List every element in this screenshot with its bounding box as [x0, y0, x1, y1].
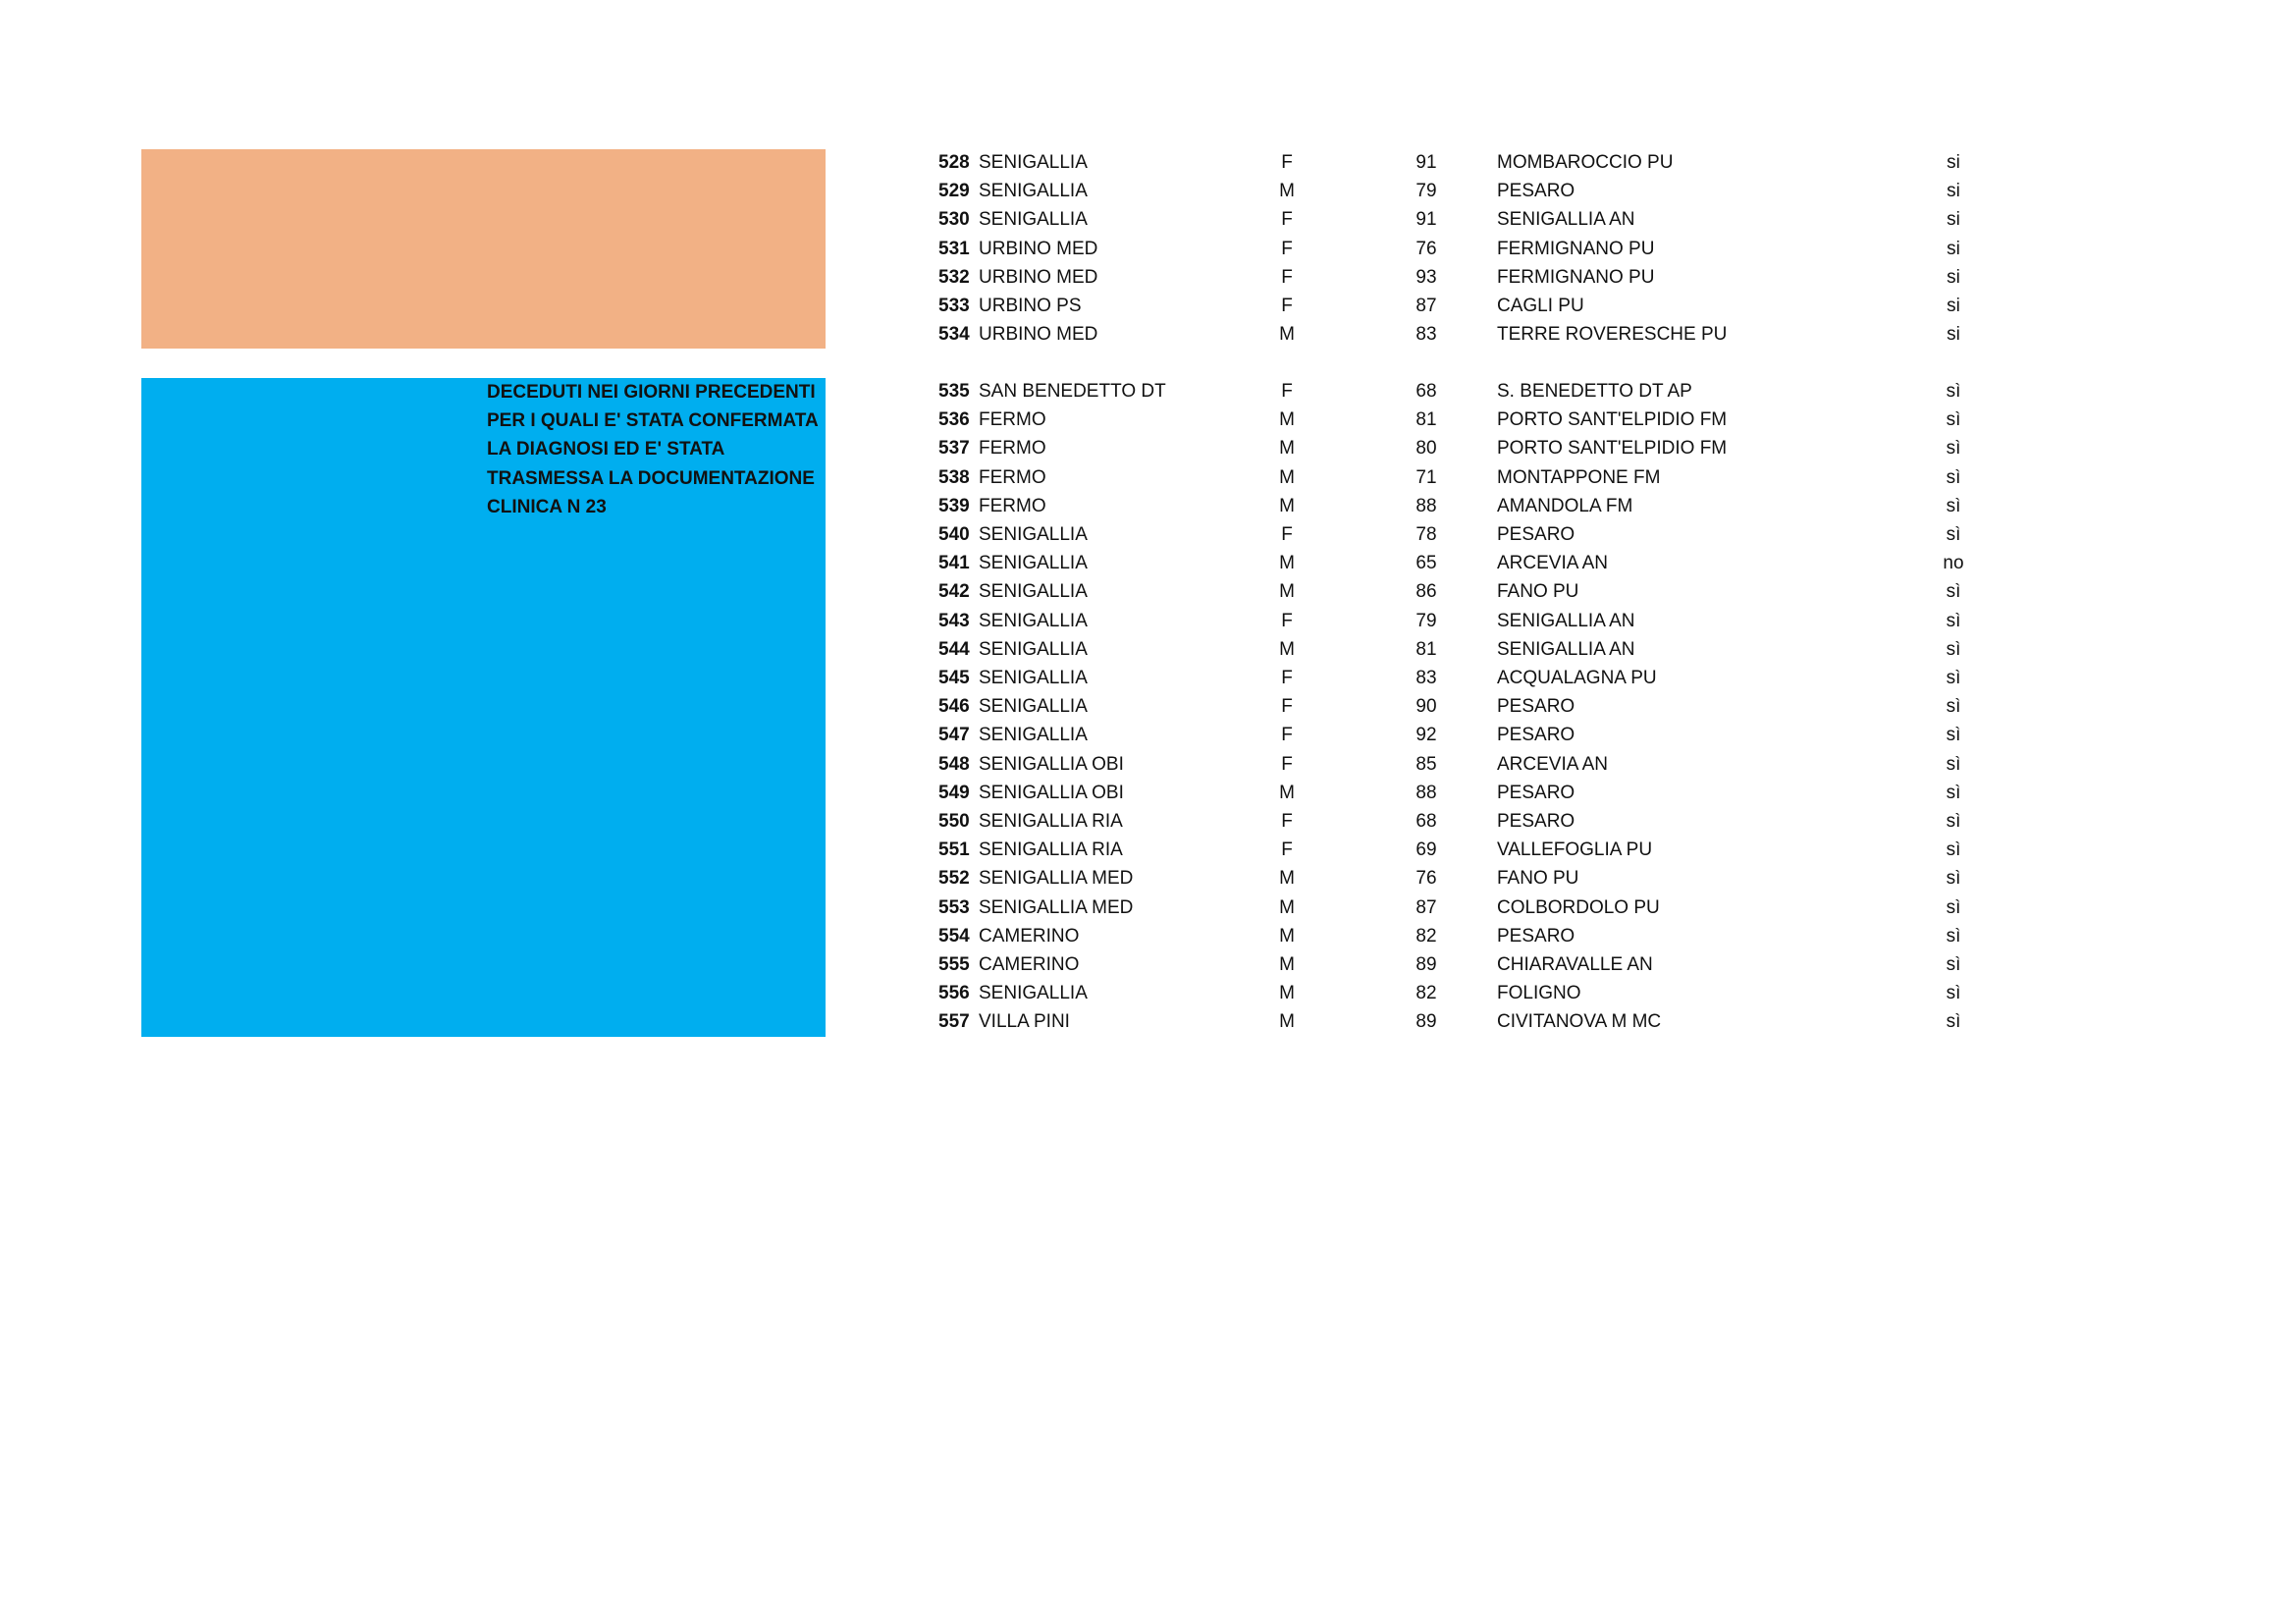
- row-age: 89: [1415, 954, 1437, 975]
- row-age: 68: [1415, 811, 1437, 832]
- row-age: 88: [1415, 495, 1437, 516]
- row-flag: sì: [1946, 438, 1961, 460]
- row-hospital: SENIGALLIA: [979, 696, 1088, 718]
- row-place: CIVITANOVA M MC: [1497, 1011, 1662, 1033]
- row-flag: sì: [1946, 896, 1961, 918]
- row-age: 81: [1415, 409, 1437, 431]
- table-row: [0, 205, 2296, 234]
- table-row: [0, 779, 2296, 807]
- row-hospital: SENIGALLIA: [979, 209, 1088, 231]
- row-age: 90: [1415, 696, 1437, 718]
- row-age: 79: [1415, 610, 1437, 631]
- row-hospital: FERMO: [979, 495, 1046, 516]
- row-hospital: SENIGALLIA: [979, 524, 1088, 545]
- row-flag: sì: [1946, 668, 1961, 688]
- row-place: CHIARAVALLE AN: [1497, 954, 1653, 975]
- row-sex: F: [1281, 296, 1293, 316]
- row-id: 533: [938, 296, 970, 316]
- row-age: 92: [1415, 725, 1437, 746]
- row-flag: sì: [1946, 725, 1961, 746]
- row-sex: F: [1281, 725, 1293, 746]
- row-id: 548: [938, 753, 970, 775]
- row-sex: M: [1279, 954, 1295, 975]
- row-place: VALLEFOGLIA PU: [1497, 839, 1653, 861]
- row-hospital: SENIGALLIA OBI: [979, 782, 1124, 803]
- row-flag: sì: [1946, 638, 1961, 660]
- row-sex: F: [1281, 839, 1293, 861]
- table-row: [0, 549, 2296, 577]
- row-age: 83: [1415, 668, 1437, 688]
- row-hospital: SENIGALLIA: [979, 638, 1088, 660]
- row-place: PESARO: [1497, 524, 1575, 545]
- table-row: [0, 922, 2296, 950]
- row-flag: si: [1947, 152, 1960, 173]
- row-hospital: SENIGALLIA OBI: [979, 753, 1124, 775]
- row-place: FERMIGNANO PU: [1497, 266, 1655, 288]
- row-sex: M: [1279, 409, 1295, 431]
- row-id: 529: [938, 181, 970, 202]
- row-id: 543: [938, 610, 970, 631]
- row-flag: sì: [1946, 925, 1961, 947]
- row-place: SENIGALLIA AN: [1497, 638, 1635, 660]
- row-place: PORTO SANT'ELPIDIO FM: [1497, 438, 1728, 460]
- row-place: MOMBAROCCIO PU: [1497, 152, 1674, 173]
- table-row: [0, 577, 2296, 606]
- row-place: SENIGALLIA AN: [1497, 610, 1635, 631]
- row-id: 528: [938, 152, 970, 173]
- table-row: [0, 864, 2296, 893]
- row-sex: M: [1279, 495, 1295, 516]
- row-place: ARCEVIA AN: [1497, 753, 1608, 775]
- row-hospital: URBINO PS: [979, 296, 1082, 316]
- row-flag: no: [1943, 553, 1964, 574]
- row-sex: M: [1279, 466, 1295, 488]
- row-id: 547: [938, 725, 970, 746]
- row-age: 87: [1415, 896, 1437, 918]
- row-age: 83: [1415, 324, 1437, 346]
- row-sex: M: [1279, 181, 1295, 202]
- row-flag: si: [1947, 266, 1960, 288]
- row-hospital: URBINO MED: [979, 266, 1098, 288]
- row-sex: M: [1279, 638, 1295, 660]
- row-age: 87: [1415, 296, 1437, 316]
- row-flag: si: [1947, 181, 1960, 202]
- row-hospital: SENIGALLIA: [979, 152, 1088, 173]
- row-hospital: CAMERINO: [979, 954, 1080, 975]
- row-age: 91: [1415, 209, 1437, 231]
- table-row: [0, 434, 2296, 462]
- row-sex: F: [1281, 152, 1293, 173]
- row-hospital: URBINO MED: [979, 324, 1098, 346]
- row-sex: F: [1281, 610, 1293, 631]
- row-id: 532: [938, 266, 970, 288]
- row-hospital: SENIGALLIA MED: [979, 868, 1134, 890]
- row-sex: M: [1279, 553, 1295, 574]
- row-id: 531: [938, 238, 970, 259]
- table-row: [0, 950, 2296, 979]
- table-row: [0, 492, 2296, 520]
- row-age: 65: [1415, 553, 1437, 574]
- row-flag: sì: [1946, 1011, 1961, 1033]
- row-age: 85: [1415, 753, 1437, 775]
- row-id: 545: [938, 668, 970, 688]
- row-hospital: SENIGALLIA MED: [979, 896, 1134, 918]
- row-id: 540: [938, 524, 970, 545]
- row-id: 539: [938, 495, 970, 516]
- row-hospital: SENIGALLIA: [979, 983, 1088, 1004]
- row-place: CAGLI PU: [1497, 296, 1584, 316]
- row-flag: si: [1947, 324, 1960, 346]
- row-flag: sì: [1946, 954, 1961, 975]
- row-place: PESARO: [1497, 811, 1575, 832]
- row-id: 549: [938, 782, 970, 803]
- row-flag: sì: [1946, 524, 1961, 545]
- row-age: 91: [1415, 152, 1437, 173]
- table-row: [0, 263, 2296, 292]
- row-sex: F: [1281, 753, 1293, 775]
- row-id: 536: [938, 409, 970, 431]
- table-row: [0, 692, 2296, 721]
- row-hospital: SENIGALLIA RIA: [979, 811, 1123, 832]
- row-age: 88: [1415, 782, 1437, 803]
- row-flag: sì: [1946, 466, 1961, 488]
- row-id: 553: [938, 896, 970, 918]
- row-sex: M: [1279, 1011, 1295, 1033]
- table-row: [0, 1007, 2296, 1036]
- row-flag: si: [1947, 209, 1960, 231]
- row-age: 69: [1415, 839, 1437, 861]
- row-place: PESARO: [1497, 696, 1575, 718]
- row-flag: sì: [1946, 610, 1961, 631]
- row-place: MONTAPPONE FM: [1497, 466, 1661, 488]
- row-id: 556: [938, 983, 970, 1004]
- row-sex: F: [1281, 381, 1293, 402]
- row-place: TERRE ROVERESCHE PU: [1497, 324, 1728, 346]
- row-flag: sì: [1946, 381, 1961, 402]
- row-id: 551: [938, 839, 970, 861]
- row-sex: M: [1279, 324, 1295, 346]
- row-id: 541: [938, 553, 970, 574]
- row-id: 554: [938, 925, 970, 947]
- row-place: PESARO: [1497, 782, 1575, 803]
- row-place: FANO PU: [1497, 581, 1579, 603]
- table-row: [0, 320, 2296, 349]
- row-sex: M: [1279, 438, 1295, 460]
- row-id: 557: [938, 1011, 970, 1033]
- row-sex: M: [1279, 896, 1295, 918]
- row-hospital: FERMO: [979, 438, 1046, 460]
- row-place: S. BENEDETTO DT AP: [1497, 381, 1692, 402]
- row-id: 538: [938, 466, 970, 488]
- row-hospital: SENIGALLIA: [979, 581, 1088, 603]
- row-age: 71: [1415, 466, 1437, 488]
- row-id: 535: [938, 381, 970, 402]
- row-hospital: URBINO MED: [979, 238, 1098, 259]
- table-row: [0, 607, 2296, 635]
- row-place: FOLIGNO: [1497, 983, 1581, 1004]
- row-age: 76: [1415, 238, 1437, 259]
- row-hospital: CAMERINO: [979, 925, 1080, 947]
- table-row: [0, 750, 2296, 779]
- table-row: [0, 807, 2296, 836]
- row-id: 537: [938, 438, 970, 460]
- row-sex: M: [1279, 925, 1295, 947]
- row-place: COLBORDOLO PU: [1497, 896, 1660, 918]
- row-flag: si: [1947, 238, 1960, 259]
- row-hospital: SENIGALLIA: [979, 668, 1088, 688]
- row-id: 546: [938, 696, 970, 718]
- row-age: 78: [1415, 524, 1437, 545]
- row-id: 534: [938, 324, 970, 346]
- row-hospital: SENIGALLIA: [979, 610, 1088, 631]
- row-age: 68: [1415, 381, 1437, 402]
- row-flag: sì: [1946, 782, 1961, 803]
- row-sex: M: [1279, 983, 1295, 1004]
- row-flag: sì: [1946, 983, 1961, 1004]
- table-row: [0, 893, 2296, 922]
- row-age: 80: [1415, 438, 1437, 460]
- row-place: ACQUALAGNA PU: [1497, 668, 1657, 688]
- row-hospital: SENIGALLIA: [979, 181, 1088, 202]
- row-age: 86: [1415, 581, 1437, 603]
- row-place: AMANDOLA FM: [1497, 495, 1633, 516]
- row-age: 82: [1415, 925, 1437, 947]
- row-sex: M: [1279, 868, 1295, 890]
- row-age: 93: [1415, 266, 1437, 288]
- row-hospital: SENIGALLIA: [979, 725, 1088, 746]
- row-sex: F: [1281, 524, 1293, 545]
- row-hospital: FERMO: [979, 409, 1046, 431]
- row-flag: sì: [1946, 839, 1961, 861]
- row-flag: sì: [1946, 409, 1961, 431]
- row-place: PESARO: [1497, 725, 1575, 746]
- row-id: 552: [938, 868, 970, 890]
- table-row: [0, 406, 2296, 434]
- row-age: 89: [1415, 1011, 1437, 1033]
- table-row: [0, 177, 2296, 205]
- table-row: [0, 836, 2296, 864]
- table-row: [0, 463, 2296, 492]
- row-hospital: SAN BENEDETTO DT: [979, 381, 1166, 402]
- row-flag: sì: [1946, 696, 1961, 718]
- table-row: [0, 235, 2296, 263]
- row-hospital: VILLA PINI: [979, 1011, 1070, 1033]
- row-flag: sì: [1946, 495, 1961, 516]
- row-flag: sì: [1946, 811, 1961, 832]
- row-sex: F: [1281, 668, 1293, 688]
- table-row: [0, 664, 2296, 692]
- row-place: FERMIGNANO PU: [1497, 238, 1655, 259]
- row-age: 82: [1415, 983, 1437, 1004]
- row-id: 555: [938, 954, 970, 975]
- table-row: [0, 377, 2296, 406]
- group2-label: DECEDUTI NEI GIORNI PRECEDENTI PER I QUALI E' STATA CONFERMATA LA DIAGNOSI ED E' STATA TRASMESSA LA DOCUMENTAZIONE CLINICA N 23: [487, 382, 818, 517]
- row-place: FANO PU: [1497, 868, 1579, 890]
- table-row: [0, 635, 2296, 664]
- row-sex: F: [1281, 209, 1293, 231]
- row-id: 530: [938, 209, 970, 231]
- row-age: 79: [1415, 181, 1437, 202]
- row-flag: sì: [1946, 868, 1961, 890]
- row-age: 76: [1415, 868, 1437, 890]
- table-row: [0, 148, 2296, 177]
- row-sex: F: [1281, 696, 1293, 718]
- table-row: [0, 721, 2296, 749]
- row-flag: sì: [1946, 753, 1961, 775]
- row-place: SENIGALLIA AN: [1497, 209, 1635, 231]
- row-sex: M: [1279, 581, 1295, 603]
- row-sex: F: [1281, 238, 1293, 259]
- row-hospital: SENIGALLIA RIA: [979, 839, 1123, 861]
- row-place: PESARO: [1497, 181, 1575, 202]
- row-id: 542: [938, 581, 970, 603]
- table-row: [0, 292, 2296, 320]
- row-sex: F: [1281, 266, 1293, 288]
- row-place: PORTO SANT'ELPIDIO FM: [1497, 409, 1728, 431]
- row-sex: F: [1281, 811, 1293, 832]
- row-id: 544: [938, 638, 970, 660]
- row-flag: si: [1947, 296, 1960, 316]
- row-hospital: SENIGALLIA: [979, 553, 1088, 574]
- row-place: ARCEVIA AN: [1497, 553, 1608, 574]
- row-hospital: FERMO: [979, 466, 1046, 488]
- row-flag: sì: [1946, 581, 1961, 603]
- table-row: [0, 979, 2296, 1007]
- row-age: 81: [1415, 638, 1437, 660]
- row-id: 550: [938, 811, 970, 832]
- row-place: PESARO: [1497, 925, 1575, 947]
- table-row: [0, 520, 2296, 549]
- row-sex: M: [1279, 782, 1295, 803]
